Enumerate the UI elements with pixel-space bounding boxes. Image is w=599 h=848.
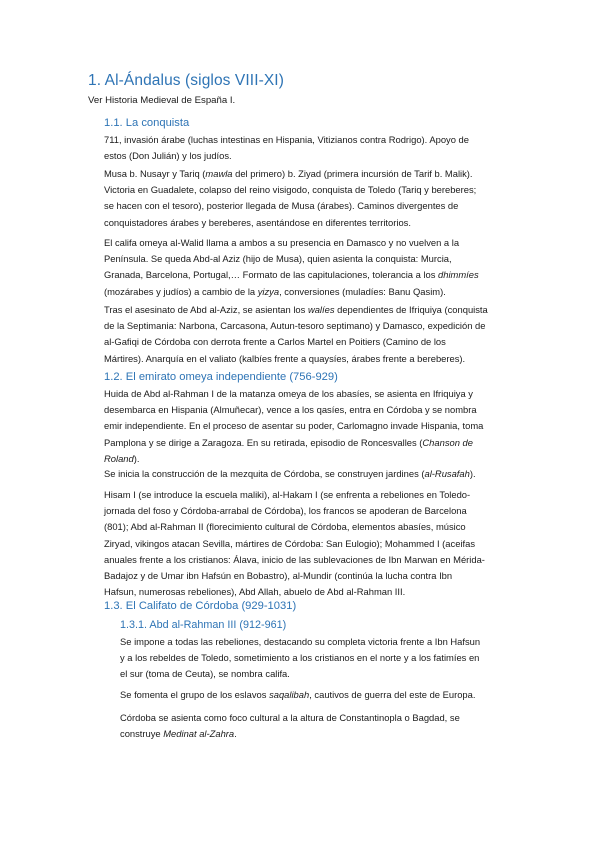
text-line: Se impone a todas las rebeliones, destacando su completa victoria frente a Ibn Hafsun	[120, 636, 481, 647]
text-line: Huida de Abd al-Rahman I de la matanza omeya de los abasíes, se asienta en Ifriquiya y	[104, 388, 473, 399]
text-line: y a los rebeldes de Toledo, sometimiento a los cristianos en el norte y a los fatimíes en	[120, 652, 480, 664]
italic-term: al-Rusafah	[424, 468, 470, 479]
italic-term: saqalibah	[269, 689, 310, 700]
text-line: emir independiente. En el proceso de asentar su poder, Carlomagno invade Hispania, toma	[104, 420, 484, 432]
text-line: Se fomenta el grupo de los eslavos saqalibah, cautivos de guerra del este de Europa.	[120, 689, 476, 700]
text-line: Hisam I (se introduce la escuela maliki), al-Hakam I (se enfrenta a rebeliones en Toledo-	[104, 489, 471, 500]
text-line: Tras el asesinato de Abd al-Aziz, se asientan los walíes dependientes de Ifriquiya (conquista	[104, 304, 488, 315]
paragraph	[104, 386, 524, 467]
text-line: Badajoz y de Umar ibn Hafsún en Bobastro), al-Mundir (continúa la lucha contra Ibn	[104, 570, 453, 582]
paragraph	[104, 235, 524, 300]
text-line: Musa b. Nusayr y Tariq (mawla del primero) b. Ziyad (primera incursión de Tarif b. Malik).	[104, 168, 473, 179]
subsection-heading-abd-al-rahman-iii: 1.3.1. Abd al-Rahman III (912-961)	[120, 619, 287, 631]
text-line: Victoria en Guadalete, colapso del reino visigodo, conquista de Toledo (Tariq y bereberes;	[104, 184, 477, 196]
paragraph	[120, 634, 524, 683]
italic-term: Roland	[104, 452, 134, 464]
paragraph	[104, 466, 524, 482]
text-line: Península. Se queda Abd-al Aziz (hijo de Musa), quien asienta la conquista: Murcia,	[104, 253, 452, 265]
text-line: Hafsun, numerosas rebeliones), Abd Allah, abuelo de Abd al-Rahman III.	[104, 586, 406, 598]
text-line: jornada del foso y Córdoba-arrabal de Córdoba), los francos se apoderan de Barcelona	[104, 505, 467, 517]
section-heading-conquista: 1.1. La conquista	[104, 117, 190, 129]
text-line: (801); Abd al-Rahman II (florecimiento cultural de Córdoba, elementos abasíes, músico	[104, 521, 466, 533]
italic-term: mawla	[205, 168, 233, 179]
page-title: 1. Al-Ándalus (siglos VIII-XI)	[88, 72, 284, 89]
text-line: 711, invasión árabe (luchas intestinas en Hispania, Vitizianos contra Rodrigo). Apoyo de	[104, 134, 469, 145]
text-line: se hacen con el tesoro), posterior llegada de Musa (árabes). Caminos divergentes de	[104, 200, 459, 212]
paragraph	[104, 487, 524, 600]
text-line: desembarca en Hispania (Almuñecar), vence a los qasíes, entra en Córdoba y se nombra	[104, 404, 477, 416]
italic-term: dhimmíes	[438, 269, 479, 281]
section-heading-emirato: 1.2. El emirato omeya independiente (756-929)	[104, 371, 338, 383]
cross-reference: Ver Historia Medieval de España I.	[88, 95, 236, 106]
text-line: (mozárabes y judíos) a cambio de la yizya, conversiones (muladíes: Banu Qasim).	[104, 285, 446, 297]
text-line: Ziryad, vikingos atacan Sevilla, mártires de Córdoba: San Eulogio); Mohammed I (aceifas	[104, 537, 476, 549]
italic-term: Chanson de	[422, 436, 473, 448]
paragraph	[104, 132, 524, 164]
italic-term: Medinat al-Zahra	[163, 728, 235, 740]
text-line: construye Medinat al-Zahra.	[120, 728, 237, 740]
section-heading-califato: 1.3. El Califato de Córdoba (929-1031)	[104, 600, 297, 612]
text-line: Pamplona y se dirige a Zaragoza. En su retirada, episodio de Roncesvalles (Chanson de	[104, 436, 473, 448]
text-line: el sur (toma de Ceuta), se nombra califa.	[120, 668, 290, 680]
text-line: El califa omeya al-Walid llama a ambos a su presencia en Damasco y no vuelven a la	[104, 237, 460, 248]
text-line: Se inicia la construcción de la mezquita de Córdoba, se construyen jardines (al-Rusafah).	[104, 468, 476, 479]
paragraph	[104, 302, 524, 367]
italic-term: yizya	[257, 285, 280, 297]
paragraph	[104, 166, 524, 231]
text-line: Córdoba se asienta como foco cultural a la altura de Constantinopla o Bagdad, se	[120, 712, 460, 723]
paragraph	[120, 710, 524, 742]
text-line: de la Septimania: Narbona, Carcasona, Autun-tesoro septimano) y Damasco, expedición de	[104, 320, 486, 332]
paragraph	[120, 687, 524, 703]
text-line: al-Gafiqi de Córdoba con derrota frente a Carlos Martel en Poitiers (Camino de los	[104, 336, 446, 348]
text-line: anuales frente a los cristianos: Álava, inicio de las sublevaciones de Ibn Marwan en Mérida-	[104, 553, 485, 565]
text-line: Mártires). Anarquía en el valiato (kalbíes frente a quaysíes, árabes frente a bereberes).	[104, 352, 466, 364]
text-line: Roland).	[104, 452, 140, 464]
italic-term: walíes	[307, 304, 335, 315]
text-line: conquistadores árabes y bereberes, asentándose en diferentes territorios.	[104, 216, 411, 228]
text-line: estos (Don Julián) y los judíos.	[104, 150, 232, 162]
text-line: Granada, Barcelona, Portugal,… Formato de las capitulaciones, tolerancia a los dhimmíes	[104, 269, 479, 281]
